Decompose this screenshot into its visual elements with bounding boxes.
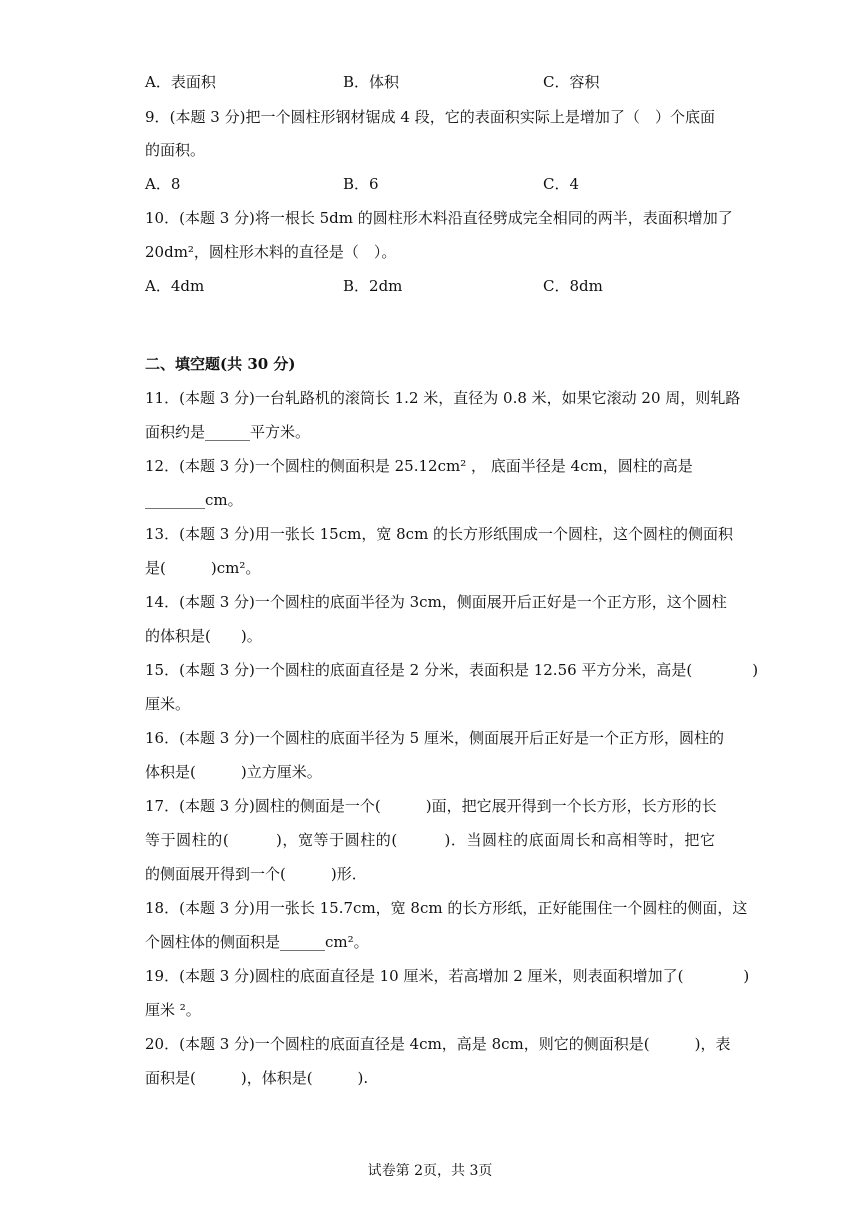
q20-text-line1: 20．(本题 3 分)一个圆柱的底面直径是 4cm，高是 8cm，则它的侧面积是( )，表 (145, 1035, 731, 1053)
q14-text-line2: 的体积是( )。 (145, 627, 262, 645)
q10-text-line2: 20dm²，圆柱形木料的直径是（ ）。 (145, 243, 397, 261)
q16-text-line2: 体积是( )立方厘米。 (145, 763, 322, 781)
q16-text-line1: 16．(本题 3 分)一个圆柱的底面半径为 5 厘米，侧面展开后正好是一个正方形，圆柱的 (145, 729, 724, 747)
q8-option-a: A．表面积 (145, 73, 216, 91)
q18-text-line1: 18．(本题 3 分)用一张长 15.7cm，宽 8cm 的长方形纸，正好能围住一个圆柱的侧面，这 (145, 899, 748, 917)
page-footer: 试卷第 2页，共 3页 (367, 1163, 493, 1179)
q13-text-line2: 是( )cm²。 (145, 559, 261, 577)
q9-text-line1: 9．(本题 3 分)把一个圆柱形钢材锯成 4 段，它的表面积实际上是增加了（ ）个底面 (145, 108, 715, 126)
q10-option-c: C．8dm (543, 277, 603, 295)
q10-text-line1: 10．(本题 3 分)将一根长 5dm 的圆柱形木料沿直径劈成完全相同的两半，表面积增加了 (145, 209, 733, 227)
q11-text-line2: 面积约是______平方米。 (145, 423, 311, 441)
q8-option-c: C．容积 (543, 73, 600, 91)
section-title: 二、填空题(共 30 分) (145, 355, 296, 373)
q11-text-line1: 11．(本题 3 分)一台轧路机的滚筒长 1.2 米，直径为 0.8 米，如果它滚动 20 周，则轧路 (145, 389, 741, 407)
q18-text-line2: 个圆柱体的侧面积是______cm²。 (145, 933, 369, 951)
q15-text-line2: 厘米。 (145, 695, 191, 713)
q12-text-line2: ________cm。 (145, 491, 243, 509)
q10-option-a: A．4dm (145, 277, 205, 295)
q9-option-c: C．4 (543, 175, 580, 193)
q12-text-line1: 12．(本题 3 分)一个圆柱的侧面积是 25.12cm² ， 底面半径是 4cm，圆柱的高是 (145, 457, 693, 475)
q20-text-line2: 面积是( )，体积是( ). (145, 1069, 369, 1087)
q19-text-line2: 厘米 ²。 (145, 1001, 201, 1019)
q9-option-a: A．8 (145, 175, 181, 193)
q13-text-line1: 13．(本题 3 分)用一张长 15cm，宽 8cm 的长方形纸围成一个圆柱，这个圆柱的侧面积 (145, 525, 734, 543)
q14-text-line1: 14．(本题 3 分)一个圆柱的底面半径为 3cm，侧面展开后正好是一个正方形，这个圆柱 (145, 593, 727, 611)
q9-option-b: B．6 (343, 175, 379, 193)
q8-option-b: B．体积 (343, 73, 400, 91)
q17-text-line1: 17．(本题 3 分)圆柱的侧面是一个( )面，把它展开得到一个长方形，长方形的长 (145, 797, 717, 815)
q10-option-b: B．2dm (343, 277, 403, 295)
q17-text-line3: 的侧面展开得到一个( )形． (145, 865, 367, 883)
q15-text-line1: 15．(本题 3 分)一个圆柱的底面直径是 2 分米，表面积是 12.56 平方分米，高是( ) (145, 661, 759, 679)
q19-text-line1: 19．(本题 3 分)圆柱的底面直径是 10 厘米，若高增加 2 厘米，则表面积增加了( ) (145, 967, 750, 985)
q9-text-line2: 的面积。 (145, 141, 206, 159)
q17-text-line2: 等于圆柱的( )，宽等于圆柱的( )．当圆柱的底面周长和高相等时，把它 (145, 831, 715, 849)
